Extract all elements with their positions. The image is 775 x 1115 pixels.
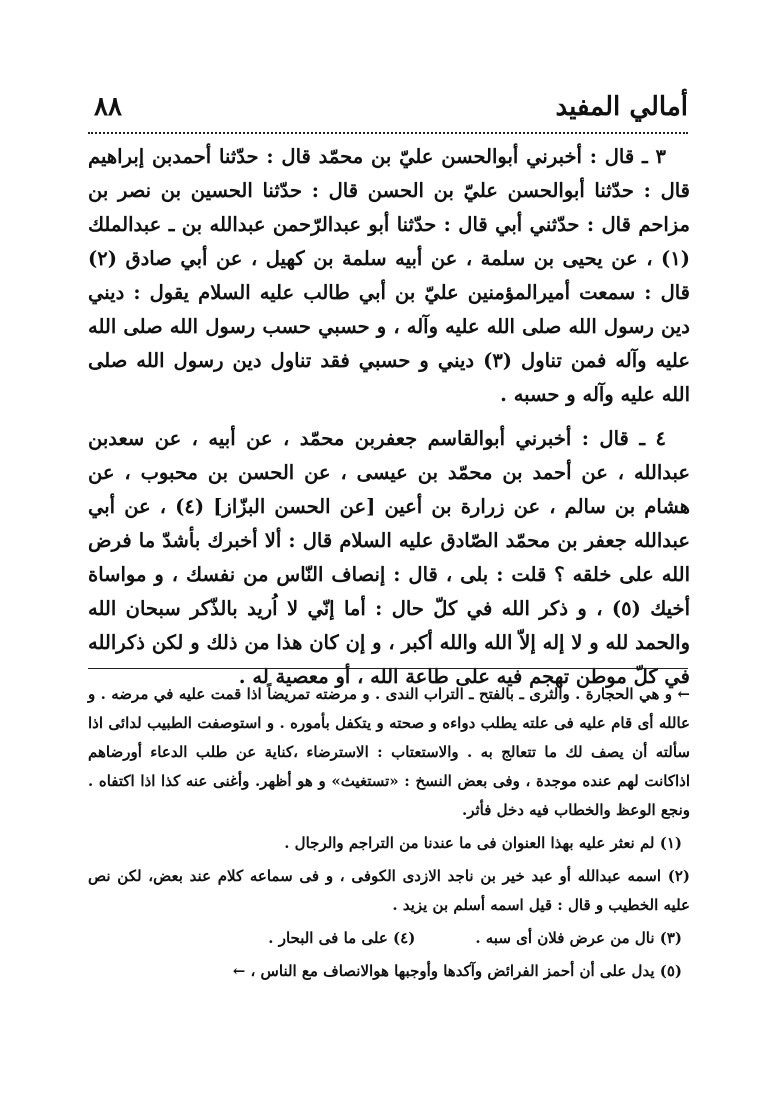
footnote-row-3-4 — [88, 924, 690, 953]
footnote-5: (٥) يدل على أن أحمز الفرائض وآكدها وأوجبها هوالانصاف مع الناس ، ← — [232, 962, 682, 980]
footnote-4: (٤) على ما فى البحار . — [268, 929, 416, 947]
footnote-2: (٢) اسمه عبدالله أو عبد خير بن ناجد الازدى الكوفى ، و فى سماعه كلام عند بعض، لكن نص عليه الخطيب و قال : قيل اسمه أسلم بن يزيد . — [88, 867, 690, 914]
hadith-paragraph: ٤ ـ قال : أخبرني أبوالقاسم جعفربن محمّد ، عن أبيه ، عن سعدبن عبدالله ، عن أحمد بن محمّد بن عيسى ، عن الحسن بن محبوب ، عن هشام بن سالم ، عن زرارة بن أعين [عن الحسن البزّاز] (٤) ، عن أبي عبدالله جعفر بن محمّد الصّادق عليه السلام قال : ألا أخبرك بأشدّ ما فرض الله على خلقه ؟ قلت : بلى ، قال : إنصاف النّاس من نفسك ، و مواساة أخيك (٥) ، و ذكر الله في كلّ حال : أما إنّي لا اُريد بالذّكر سبحان الله والحمد لله و لا إله إلاّ الله والله أكبر ، و إن كان هذا من ذلك و لكن ذكرالله في كلّ موطن تهجم فيه على طاعة الله ، أو معصية له . — [88, 427, 690, 688]
hadith-paragraph: ٣ ـ قال : أخبرني أبوالحسن عليّ بن محمّد قال : حدّثنا أحمدبن إبراهيم قال : حدّثنا أبوالحسن عليّ بن الحسن قال : حدّثنا الحسين بن نصر بن مزاحم قال : حدّثني أبي قال : حدّثنا أبو عبدالرّحمن عبدالله بن ـ عبدالملك (١) ، عن يحيى بن سلمة ، عن أبيه سلمة بن كهيل ، عن أبي صادق (٢) قال : سمعت أميرالمؤمنين عليّ بن أبي طالب عليه السلام يقول : ديني دين رسول الله صلى الله عليه وآله ، و حسبي حسب رسول الله صلى الله عليه وآله فمن تناول (٣) ديني و حسبي فقد تناول دين رسول الله صلى الله عليه وآله و حسبه . — [88, 145, 690, 406]
footnote-1: (١) لم نعثر عليه بهذا العنوان فى ما عندنا من التراجم والرجال . — [284, 834, 682, 852]
footnote-continuation: ← و هي الحجارة . والثرى ـ بالفتح ـ التراب الندى . و مرضته تمريضاً اذا قمت عليه في مرضه . و عالله أى قام عليه فى علته يطلب دواءه و صحته و يتكفل بأموره . و استوصفت الطبيب لدائى اذا سألته أن يصف لك ما تتعالج به . والاستعتاب : الاسترضاء ،كناية عن طلب الدعاء أورضاهم اذاكانت لهم عنده موجدة ، وفى بعض النسخ : «تستغيث» و هو أظهر. وأغنى عنه كذا اذا اكتفاه . ونجع الوعظ والخطاب فيه دخل فأثر. — [88, 685, 690, 819]
header-divider — [88, 132, 688, 134]
footnote-3: (٣) نال من عرض فلان أى سبه . — [475, 929, 682, 947]
main-text — [88, 140, 690, 704]
book-title: أمالي المفيد — [555, 92, 688, 122]
page-number: ٨٨ — [94, 92, 122, 122]
page-header — [88, 88, 688, 134]
footnotes — [88, 680, 690, 990]
footnote-divider — [88, 668, 688, 669]
